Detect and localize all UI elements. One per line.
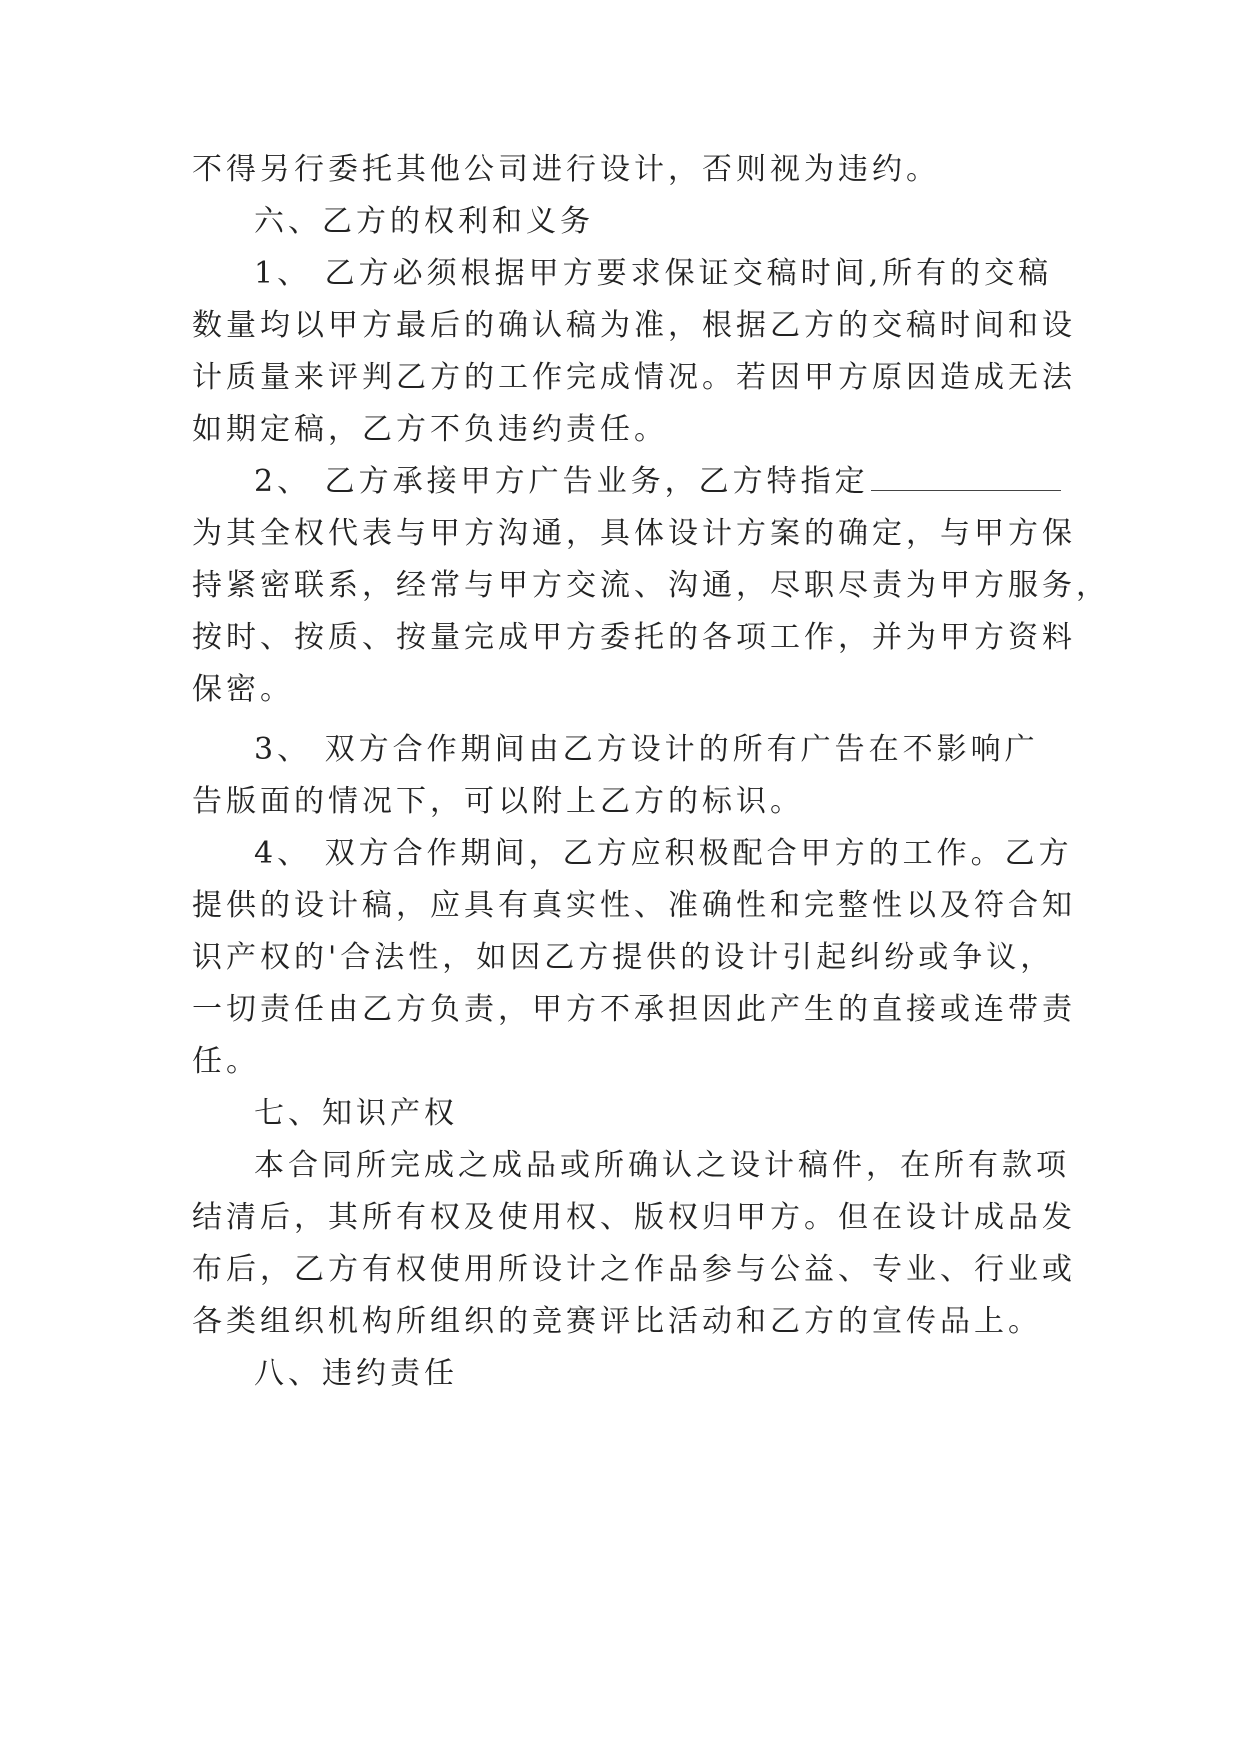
- text-line: 提供的设计稿，应具有真实性、准确性和完整性以及符合知: [192, 888, 1076, 923]
- text-line: 各类组织机构所组织的竞赛评比活动和乙方的宣传品上。: [192, 1304, 1042, 1339]
- text-line-with-blank: [254, 462, 1061, 502]
- section-heading: 六、乙方的权利和义务: [254, 204, 594, 239]
- text-line: 3、 双方合作期间由乙方设计的所有广告在不影响广: [254, 732, 1039, 767]
- text-line: 本合同所完成之成品或所确认之设计稿件，在所有款项: [254, 1148, 1070, 1183]
- section-heading: 七、知识产权: [254, 1096, 458, 1131]
- text-line: 持紧密联系，经常与甲方交流、沟通，尽职尽责为甲方服务，: [192, 568, 1110, 603]
- text-line: 结清后，其所有权及使用权、版权归甲方。但在设计成品发: [192, 1200, 1076, 1235]
- text-line: 告版面的情况下，可以附上乙方的标识。: [192, 784, 804, 819]
- text-line: 如期定稿，乙方不负违约责任。: [192, 412, 668, 447]
- text-line: 保密。: [192, 672, 294, 707]
- text-line: 2、 乙方承接甲方广告业务，乙方特指定: [254, 464, 869, 499]
- text-line: 识产权的'合法性，如因乙方提供的设计引起纠纷或争议，: [192, 940, 1055, 975]
- text-line: 数量均以甲方最后的确认稿为准，根据乙方的交稿时间和设: [192, 308, 1076, 343]
- fill-in-blank: [871, 462, 1061, 491]
- text-line: 1、 乙方必须根据甲方要求保证交稿时间,所有的交稿: [254, 256, 1053, 291]
- text-line: 任。: [192, 1044, 260, 1079]
- text-line: 4、 双方合作期间，乙方应积极配合甲方的工作。乙方: [254, 836, 1073, 871]
- section-heading: 八、违约责任: [254, 1356, 458, 1391]
- text-line: 计质量来评判乙方的工作完成情况。若因甲方原因造成无法: [192, 360, 1076, 395]
- text-line: 为其全权代表与甲方沟通，具体设计方案的确定，与甲方保: [192, 516, 1076, 551]
- text-line: 按时、按质、按量完成甲方委托的各项工作，并为甲方资料: [192, 620, 1076, 655]
- text-line: 布后，乙方有权使用所设计之作品参与公益、专业、行业或: [192, 1252, 1076, 1287]
- text-line: 不得另行委托其他公司进行设计，否则视为违约。: [192, 152, 940, 187]
- text-line: 一切责任由乙方负责，甲方不承担因此产生的直接或连带责: [192, 992, 1076, 1027]
